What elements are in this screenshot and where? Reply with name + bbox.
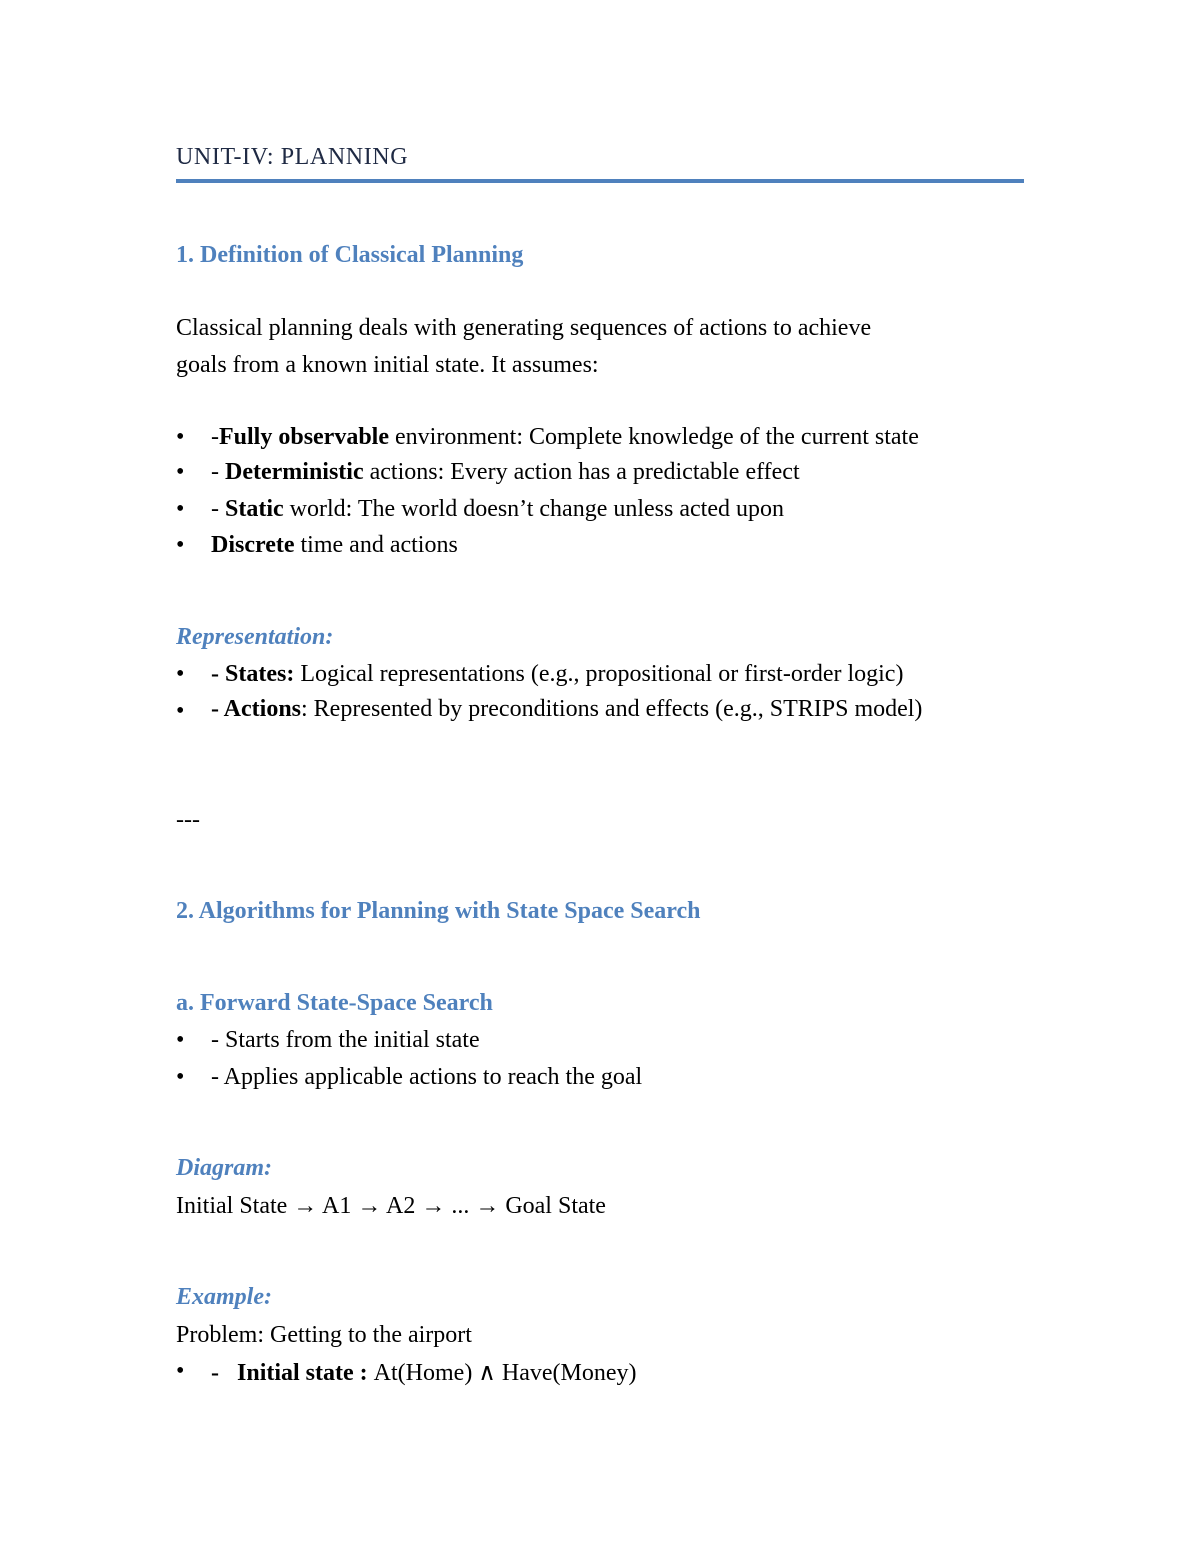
list-item-separator: : <box>353 1360 374 1386</box>
list-item-prefix: - <box>211 1360 237 1386</box>
section-1-heading: 1. Definition of Classical Planning <box>176 242 524 268</box>
example-problem: Problem: Getting to the airport <box>176 1322 472 1348</box>
bullet-icon: • <box>176 496 185 522</box>
list-item-term: Discrete <box>211 532 295 558</box>
bullet-icon: • <box>176 1064 185 1090</box>
representation-heading: Representation: <box>176 624 334 650</box>
list-item-desc: : Represented by preconditions and effects (e.g., STRIPS model) <box>301 696 923 722</box>
list-item-prefix: - <box>211 496 225 522</box>
list-item-term: Static <box>225 496 284 522</box>
list-item-desc: actions: Every action has a predictable effect <box>363 459 800 485</box>
separator: --- <box>176 807 200 833</box>
list-item-term: Deterministic <box>225 459 364 485</box>
bullet-icon: • <box>176 532 185 558</box>
list-item-desc: time and actions <box>294 532 458 558</box>
bullet-icon: • <box>176 1027 185 1053</box>
diagram-heading: Diagram: <box>176 1155 272 1181</box>
section-1-intro-line-2: goals from a known initial state. It assumes: <box>176 352 599 378</box>
page-title: UNIT-IV: PLANNING <box>176 144 409 170</box>
section-1-intro-line-1: Classical planning deals with generating sequences of actions to achieve <box>176 315 872 341</box>
list-item-text: - Starts from the initial state <box>211 1027 480 1053</box>
example-heading: Example: <box>176 1284 272 1310</box>
bullet-icon: • <box>176 1358 185 1384</box>
title-underline <box>176 179 1024 183</box>
list-item-desc: Logical representations (e.g., propositional or first-order logic) <box>294 661 904 687</box>
bullet-icon: • <box>176 698 185 724</box>
list-item-term: Initial state <box>237 1360 354 1386</box>
bullet-icon: • <box>176 459 185 485</box>
list-item-desc: environment: Complete knowledge of the current state <box>389 424 919 450</box>
list-item-prefix: - <box>211 459 225 485</box>
list-item-desc: At(Home) ∧ Have(Money) <box>373 1360 637 1386</box>
subsection-a-heading: a. Forward State-Space Search <box>176 990 493 1016</box>
diagram-text: Initial State → A1 → A2 → ... → Goal State <box>176 1193 606 1219</box>
bullet-icon: • <box>176 661 185 687</box>
list-item-prefix: - <box>211 424 219 450</box>
list-item-term: Fully observable <box>219 424 390 450</box>
list-item-term: - Actions <box>211 696 301 722</box>
list-item-text: - Applies applicable actions to reach the goal <box>211 1064 643 1090</box>
list-item-term: - States: <box>211 661 295 687</box>
list-item-desc: world: The world doesn’t change unless acted upon <box>283 496 784 522</box>
section-2-heading: 2. Algorithms for Planning with State Space Search <box>176 898 701 924</box>
bullet-icon: • <box>176 424 185 450</box>
